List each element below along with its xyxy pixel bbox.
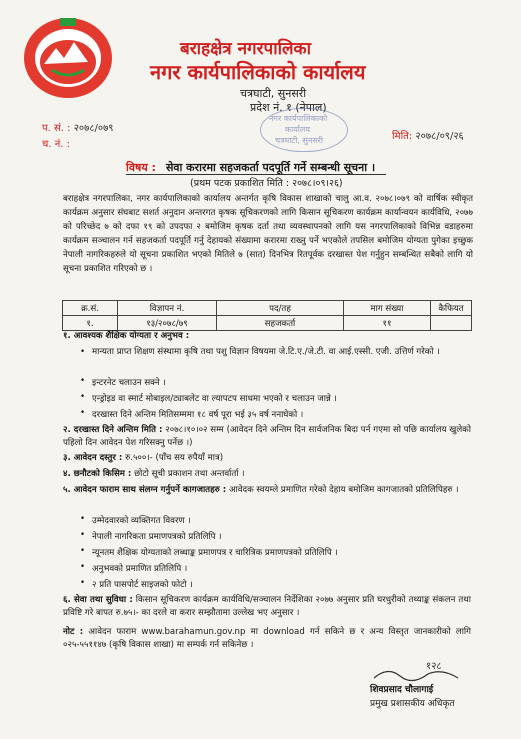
office-name: नगर कार्यपालिकाको कार्यालय [150, 60, 366, 84]
list-item: • दरखास्त दिने अन्तिम मितिसम्ममा १८ वर्ष पूरा भई ३५ वर्ष ननाघेको । [92, 408, 303, 420]
nepal-emblem-icon [22, 14, 114, 100]
list-item: • नेपाली नागरिकता प्रमाणपत्रको प्रतिलिपि । [92, 530, 222, 542]
dispatch-number: च. नं. : [42, 139, 70, 150]
publish-date-note: (प्रथम पटक प्रकाशित मिति : २०७८।०९।२६) [190, 178, 343, 189]
table-row: १. १३/२०७८/७९ सहजकर्ता ११ [63, 316, 472, 331]
note: नोट : आवेदन फाराम www.barahamun.gov.np मा download गर्न सकिने छ र अन्य विस्तृत जानकारीको लागि ०२५-५५११४७ (कृषि विकास शाखा) मा सम्पर्क गर्न सकिनेछ । [63, 627, 471, 650]
section-qualification: १. आवश्यक शैक्षिक योग्यता र अनुभव : [63, 331, 190, 341]
list-item: • उम्मेदवारको व्यक्तिगत विवरण । [92, 514, 191, 526]
list-item: • इन्टरनेट चलाउन सक्ने । [92, 376, 166, 388]
list-item: • २ प्रति पासपोर्ट साइजको फोटो । [92, 578, 193, 590]
table-header-row [63, 301, 472, 316]
signatory-name: शिवप्रसाद चौलागाई [370, 685, 434, 695]
vacancy-table [62, 300, 472, 331]
list-item: • न्यूनतम शैक्षिक योग्यताको लब्धाङ्क प्रमाणपत्र र चारित्रिक प्रमाणपत्रको प्रतिलिपि । [92, 546, 338, 558]
section-documents: ५. आवेदन फाराम साथ संलग्न गर्नुपर्ने कागजातहरु : आवेदक स्वयम्ले प्रमाणित गरेको देहाय बमोजिम कागजातको प्रतिलिपिहरु । [63, 485, 459, 495]
signature-block [370, 658, 490, 714]
section-facilities: ६. सेवा तथा सुविधा : किसान सूचिकरण कार्यक्रम कार्यविधि/सञ्चालन निर्देशिका २०७७ अनुसार प्रति घरधुरीको तथ्याङ्क संकलन तथा प्रविष्टि गरे बापत रु.७५।- का दरले वा करार सम्झौतामा उल्लेख भए अनुसार । [63, 595, 471, 618]
subject-underline [126, 174, 386, 175]
section-deadline: २. दरखास्त दिने अन्तिम मिति : २०७८।१०।०२ सम्म (आवेदन दिने अन्तिम दिन सार्वजनिक बिदा पर्न गएमा सो पछि कार्यालय खुलेको पहिलो दिन आवेदन पेश गरिसक्नु पर्नेछ ।) [63, 425, 471, 448]
col-ad-number: विज्ञापन नं. [118, 301, 217, 316]
section-selection: ४. छनौटको किसिम : छोटो सूची प्रकाशन तथा अन्तर्वार्ता । [63, 469, 245, 479]
col-post: पद/तह [217, 301, 344, 316]
office-location: चत्रघाटी, सुनसरी [240, 87, 307, 100]
ref-number: प. सं. : २०७८/०७९ [42, 123, 114, 134]
col-remarks: कैफियत [431, 301, 472, 316]
list-item: • एन्ड्रोइड वा स्मार्ट मोबाइल/ट्याबलेट वा ल्यापटप साधमा भएको र चलाउन जान्ने । [92, 392, 337, 404]
subject-line: विषय : सेवा करारमा सहजकर्ता पदपूर्ति गर्ने सम्बन्धी सूचना । [126, 161, 376, 174]
list-item: • मान्यता प्राप्त शिक्षण संस्थामा कृषि तथा पशु विज्ञान विषयमा जे.टि.ए./जे.टी. वा आई.एस्सी. एजी. उत्तिर्ण गरेको । [92, 346, 472, 359]
municipality-name: बराहक्षेत्र नगरपालिका [180, 39, 311, 59]
office-province: प्रदेश नं. १ (नेपाल) [250, 101, 327, 114]
col-serial: क्र.सं. [63, 301, 118, 316]
handwritten-mark: १२८ [426, 661, 442, 672]
notice-date: मिति: २०७८/०९/२६ [392, 131, 464, 142]
signatory-title: प्रमुख प्रशासकीय अधिकृत [370, 699, 455, 709]
signature-scribble-icon [370, 664, 490, 684]
office-stamp: नगर कार्यपालिकाको कार्यालय चत्रघाटी, सुनसरी [260, 108, 348, 152]
col-demand: माग संख्या [344, 301, 431, 316]
notice-body: बराहक्षेत्र नगरपालिका, नगर कार्यपालिकाको कार्यालय अन्तर्गत कृषि विकास शाखाको चालु आ.व. २०७८।०७९ को वार्षिक स्वीकृत कार्यक्रम अनुसार संघबाट सशर्त अनुदान अन्तरगत कृषक सूचिकरणको लागि किसान सूचिकरण कार्यक्रम कार्यान्वयन कार्यविधि, २०७७ को परिच्छेद ७ को दफा १९ को उपदफा २ बमोजिम कृषक दर्ता तथा व्यवस्थापनको लागि यस नगरपालिकाको विभिन्न वडाहरुमा कार्यक्रम सञ्चालन गर्न सहजकर्ता पदपूर्ति गर्नु देहायको संख्यामा करारमा राख्नु पर्ने भएकोले तपसिल बमोजिम योग्यता पुगेका इच्छुक नेपाली नागरिकहरुले यो सूचना प्रकाशित भएको मितिले ७ (सात) दिनभित्र रितपूर्वक दरखास्त पेश गर्नुहुन सम्बन्धित सबैको लागि यो सूचना प्रकाशित गरिएको छ । [63, 194, 473, 274]
section-fee: ३. आवेदन दस्तुर : रु.५००।- (पाँच सय रुपैयाँ मात्र) [63, 453, 224, 463]
list-item: • अनुभवको प्रमाणित प्रतिलिपि । [92, 562, 187, 574]
